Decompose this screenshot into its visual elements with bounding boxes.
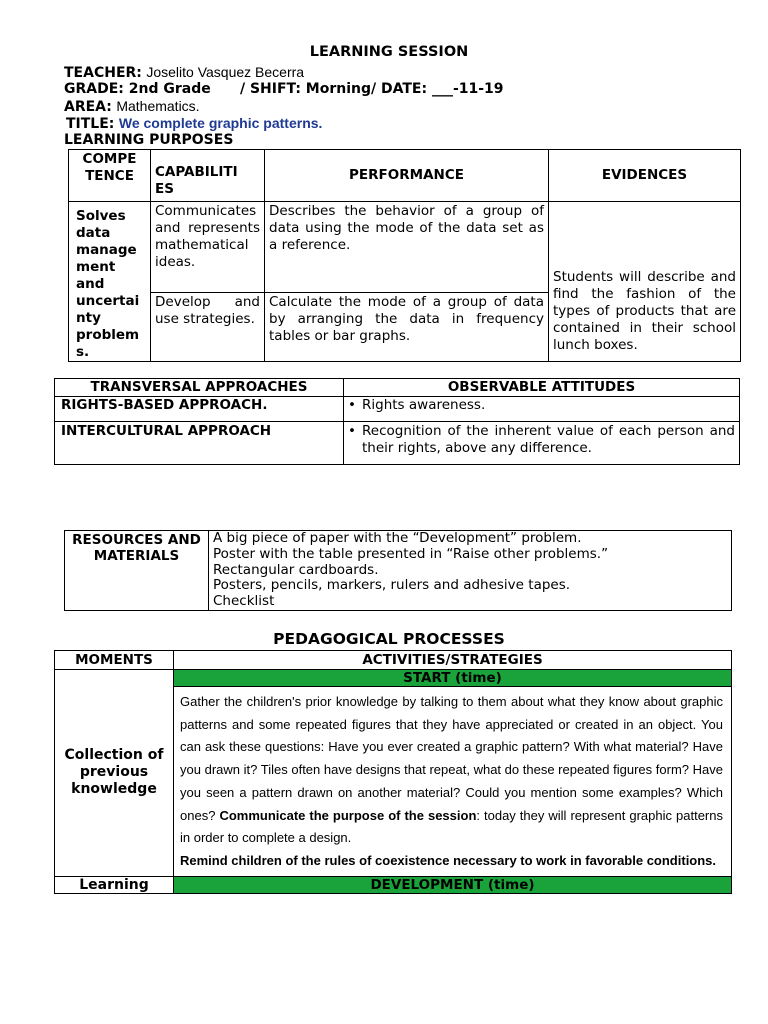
resources-label: RESOURCES AND MATERIALS <box>65 531 209 611</box>
capability-cell: Develop and use strategies. <box>151 292 265 361</box>
moment-collection: Collection of previous knowledge <box>55 670 174 877</box>
bullet-icon: • <box>348 423 356 439</box>
teacher-value: Joselito Vasquez Becerra <box>146 64 305 80</box>
list-item: Checklist <box>213 593 275 610</box>
moment-learning: Learning <box>55 876 174 893</box>
activity-tail: : today they will represent graphic patterns in order to complete a design. <box>180 807 723 846</box>
competence-table <box>68 149 741 362</box>
approaches-table <box>54 378 740 465</box>
performance-cell: Describes the behavior of a group of data using the mode of the data set as a reference. <box>265 202 549 293</box>
start-band: START (time) <box>174 670 732 687</box>
header-transversal-approaches: TRANSVERSAL APPROACHES <box>55 379 344 397</box>
header-moments: MOMENTS <box>55 651 174 670</box>
performance-cell: Calculate the mode of a group of data by arranging the data in frequency tables or bar graphs. <box>265 292 549 361</box>
session-title: LEARNING SESSION <box>309 44 469 60</box>
pedagogical-title: PEDAGOGICAL PROCESSES <box>273 630 505 648</box>
learning-purposes-label: LEARNING PURPOSES <box>64 132 234 148</box>
list-item: A big piece of paper with the “Development” problem. <box>213 530 582 546</box>
bullet-icon: • <box>348 397 356 413</box>
teacher-line <box>64 64 304 82</box>
capability-cell: Communicates and represents mathematical ideas. <box>151 202 265 293</box>
area-value: Mathematics. <box>116 98 200 114</box>
header-activities: ACTIVITIES/STRATEGIES <box>174 651 732 670</box>
area-line <box>64 98 200 116</box>
pedagogical-table <box>54 650 732 894</box>
activity-text: Gather the children's prior knowledge by talking to them about what they know about graphic patterns and some repeated figures that they have appreciated or created in an object. You can ask these questions: Have you ever created a graphic pattern? With what material? Have you drawn it? Tiles often have designs that repeat, what do these repeated figures form? Have you seen a pattern drawn on another material? Could you mention some examples? Which ones? <box>180 694 723 823</box>
attitude-text: Rights awareness. <box>362 397 486 413</box>
development-band: DEVELOPMENT (time) <box>174 876 732 893</box>
area-label: AREA: <box>64 99 112 115</box>
resources-list <box>209 531 732 611</box>
header-competence: COMPE TENCE <box>69 150 151 202</box>
header-performance: PERFORMANCE <box>265 150 549 202</box>
teacher-label: TEACHER: <box>64 65 142 81</box>
competence-cell: Solves data manage ment and uncertai nty problem s. <box>69 202 151 362</box>
header-capabilities: CAPABILITI ES <box>151 150 265 202</box>
approach-cell: INTERCULTURAL APPROACH <box>55 422 344 465</box>
title-label: TITLE: <box>66 116 115 132</box>
evidence-cell: Students will describe and find the fashion of the types of products that are contained in their school lunch boxes. <box>549 202 741 362</box>
header-evidences: EVIDENCES <box>549 150 741 202</box>
activity-rules: Remind children of the rules of coexistence necessary to work in favorable conditions. <box>180 852 717 868</box>
list-item: Rectangular cardboards. <box>213 561 379 578</box>
activity-cell <box>174 687 732 877</box>
activity-purpose: Communicate the purpose of the session <box>219 807 477 823</box>
resources-table <box>64 530 732 611</box>
approach-cell: RIGHTS-BASED APPROACH. <box>55 397 344 422</box>
attitude-text: Recognition of the inherent value of each person and their rights, above any difference. <box>362 423 735 456</box>
attitude-cell <box>344 422 740 465</box>
header-observable-attitudes: OBSERVABLE ATTITUDES <box>344 379 740 397</box>
list-item: Posters, pencils, markers, rulers and adhesive tapes. <box>213 577 571 594</box>
title-value: We complete graphic patterns. <box>118 115 323 131</box>
attitude-cell <box>344 397 740 422</box>
title-line <box>66 115 322 133</box>
list-item: Poster with the table presented in “Raise other problems.” <box>213 545 609 562</box>
grade-line: GRADE: 2nd Grade / SHIFT: Morning/ DATE: ___-11-19 <box>64 81 504 97</box>
